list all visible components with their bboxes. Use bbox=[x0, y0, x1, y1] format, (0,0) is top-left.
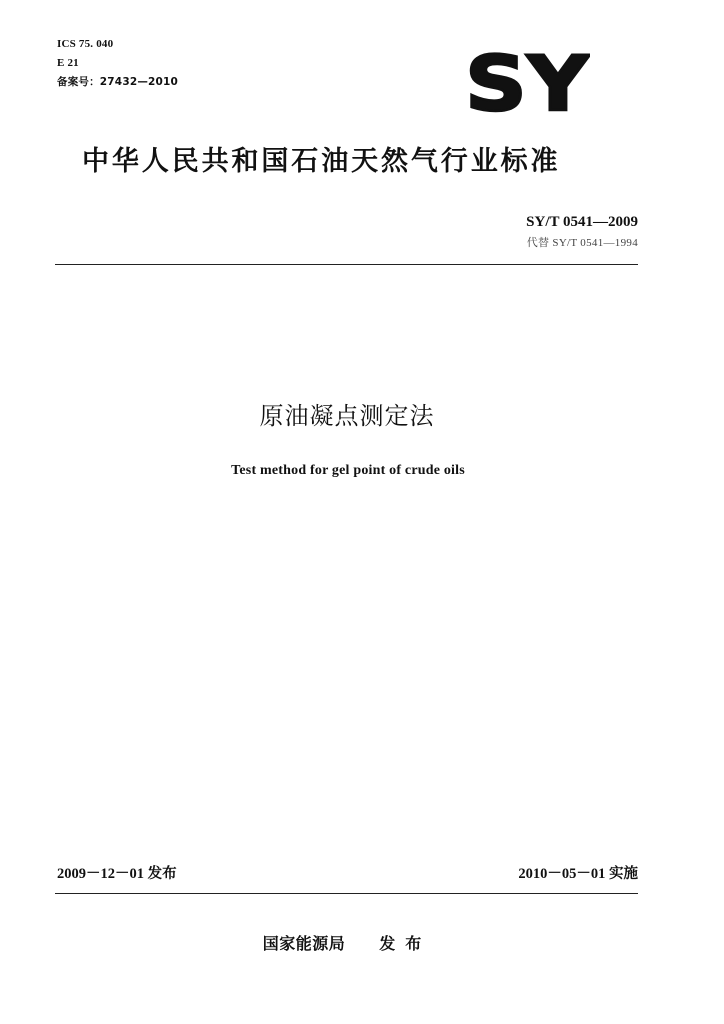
implementation-date: 2010－05－01 实施 bbox=[518, 866, 638, 882]
title-chinese: 原油凝点测定法 bbox=[259, 402, 435, 430]
bottom-divider bbox=[55, 893, 638, 894]
replaced-standard: 代替 SY/T 0541—1994 bbox=[526, 237, 638, 249]
sy-logo-text: SY bbox=[465, 52, 590, 114]
ics-code: ICS 75. 040 bbox=[57, 38, 114, 50]
issuer-action: 发布 bbox=[379, 934, 432, 953]
title-english: Test method for gel point of crude oils bbox=[231, 463, 465, 478]
issuer-name: 国家能源局 bbox=[262, 934, 346, 953]
standard-category-title: 中华人民共和国石油天然气行业标准 bbox=[82, 146, 561, 177]
sy-logo bbox=[465, 52, 590, 114]
issuer-block bbox=[0, 932, 694, 956]
top-divider bbox=[55, 264, 638, 265]
filing-number: 备案号：27432—2010 bbox=[57, 76, 179, 88]
issue-date: 2009－12－01 发布 bbox=[57, 866, 177, 882]
ccs-code: E 21 bbox=[57, 57, 79, 69]
standard-number: SY/T 0541—2009 bbox=[526, 214, 638, 230]
